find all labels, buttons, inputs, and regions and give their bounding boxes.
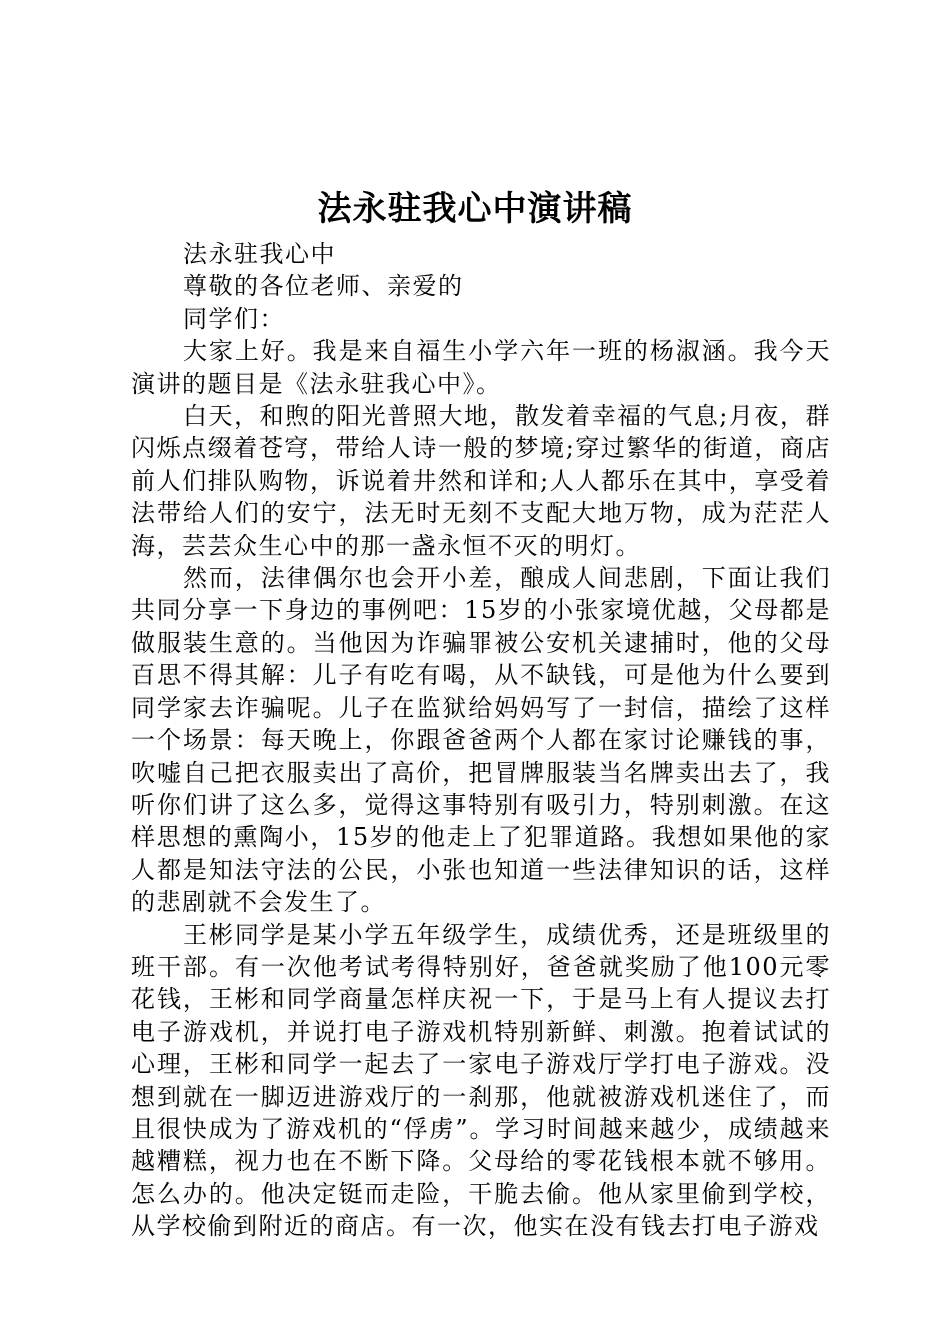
document-title: 法永驻我心中演讲稿 [317,189,633,229]
paragraph-salutation: 尊敬的各位老师、亲爱的 [183,272,464,301]
paragraph-body: 王彬同学是某小学五年级学生，成绩优秀，还是班级里的班干部。有一次他考试考得特别好，爸爸就奖励了他100元零花钱，王彬和同学商量怎样庆祝一下，于是马上有人提议去打电子游戏机，并说打电子游戏机特别新鲜、刺激。抱着试试的心理，王彬和同学一起去了一家电子游戏厅学打电子游戏。没想到就在一脚迈进游戏厅的一刹那，他就被游戏机迷住了，而且很快成为了游戏机的“俘虏”。学习时间越来越少，成绩越来越糟糕，视力也在不断下降。父母给的零花钱根本就不够用。怎么办的。他决定铤而走险，干脆去偷。他从家里偷到学校，从学校偷到附近的商店。有一次，他实在没有钱去打电子游戏 [131,920,831,1241]
paragraph-subtitle: 法永驻我心中 [183,240,336,268]
paragraph-body: 然而，法律偶尔也会开小差，酿成人间悲剧，下面让我们共同分享一下身边的事例吧：15岁的小张家境优越，父母都是做服装生意的。当他因为诈骗罪被公安机关逮捕时，他的父母百思不得其解：儿子有吃有喝，从不缺钱，可是他为什么要到同学家去诈骗呢。儿子在监狱给妈妈写了一封信，描绘了这样一个场景：每天晚上，你跟爸爸两个人都在家讨论赚钱的事，吹嘘自己把衣服卖出了高价，把冒牌服装当名牌卖出去了，我听你们讲了这么多，觉得这事特别有吸引力，特别刺激。在这样思想的熏陶小，15岁的他走上了犯罪道路。我想如果他的家人都是知法守法的公民，小张也知道一些法律知识的话，这样的悲剧就不会发生了。 [131,564,831,917]
paragraph-salutation-cont: 同学们： [183,304,285,333]
paragraph-intro: 大家上好。我是来自福生小学六年一班的杨淑涵。我今天演讲的题目是《法永驻我心中》。 [131,337,831,398]
document-body [131,238,831,1243]
paragraph-body: 白天，和煦的阳光普照大地，散发着幸福的气息;月夜，群闪烁点缀着苍穹，带给人诗一般的梦境;穿过繁华的街道，商店前人们排队购物，诉说着井然和详和;人人都乐在其中，享受着法带给人们的安宁，法无时无刻不支配大地万物，成为茫茫人海，芸芸众生心中的那一盏永恒不灭的明灯。 [131,402,831,560]
